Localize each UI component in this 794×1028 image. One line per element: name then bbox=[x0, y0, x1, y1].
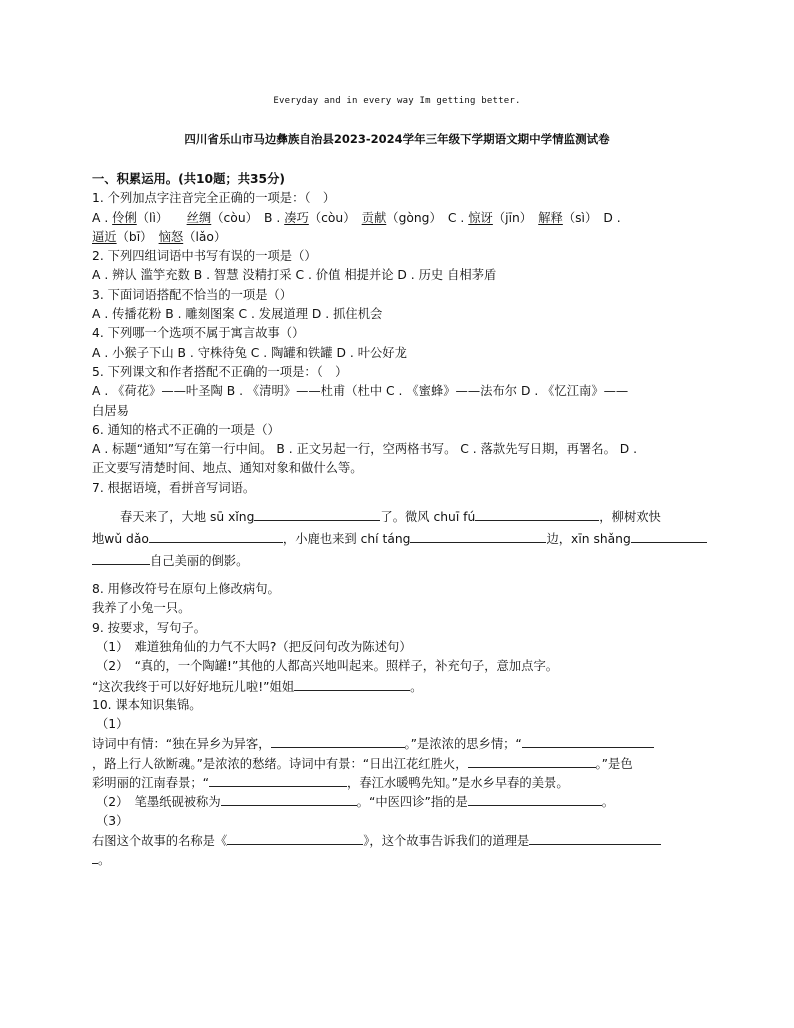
q10-item1-label: （1） bbox=[96, 717, 129, 732]
q4-stem: 4. 下列哪一个选项不属于寓言故事（） bbox=[92, 326, 305, 341]
q7-text: 自己美丽的倒影。 bbox=[150, 554, 249, 569]
answer-blank[interactable] bbox=[149, 529, 283, 543]
q10-text: 彩明丽的江南春景；“ bbox=[92, 776, 210, 791]
q9-stem: 9. 按要求，写句子。 bbox=[92, 620, 207, 635]
q5-options-cont: 白居易 bbox=[92, 403, 129, 418]
q5-options: A . 《荷花》——叶圣陶 B . 《清明》——杜甫（杜中 C . 《蜜蜂》——法布尔 D . 《忆江南》—— bbox=[92, 384, 629, 399]
q7-text: 边，xīn shǎng bbox=[546, 532, 631, 547]
q3-options: A . 传播花粉 B . 雕刻图案 C . 发展道理 D . 抓住机会 bbox=[92, 307, 383, 322]
q1-label-a: A . bbox=[92, 210, 113, 225]
q1-word: 逼近 bbox=[92, 229, 117, 244]
q10-line3 bbox=[92, 773, 702, 792]
q7-text: 地wǔ dǎo bbox=[92, 532, 149, 547]
answer-blank[interactable] bbox=[209, 773, 347, 787]
q7-stem: 7. 根据语境，看拼音写词语。 bbox=[92, 480, 256, 495]
q1-pinyin: （bī） bbox=[116, 229, 159, 244]
q10-text: 。 bbox=[98, 853, 111, 868]
q10-line5 bbox=[92, 831, 702, 850]
q1-word: 贡献 bbox=[361, 210, 387, 225]
answer-blank[interactable] bbox=[468, 754, 596, 768]
motto: Everyday and in every way Im getting better. bbox=[273, 96, 521, 106]
q7-text: 春天来了，大地 sū xǐng bbox=[120, 510, 255, 525]
answer-blank[interactable] bbox=[221, 792, 357, 806]
q7-text: 了。微风 chuī fú bbox=[380, 510, 476, 525]
answer-blank[interactable] bbox=[631, 529, 707, 543]
q7-text: ，柳树欢快 bbox=[599, 510, 661, 525]
page-title: 四川省乐山市马边彝族自治县2023-2024学年三年级下学期语文期中学情监测试卷 bbox=[184, 132, 610, 146]
q7-passage-line3 bbox=[92, 550, 702, 572]
q10-stem: 10. 课本知识集锦。 bbox=[92, 697, 202, 712]
q1-pinyin: （còu） bbox=[308, 210, 362, 225]
q8-stem: 8. 用修改符号在原句上修改病句。 bbox=[92, 582, 280, 597]
q1-stem: 1. 个列加点字注音完全正确的一项是：（ ） bbox=[92, 191, 336, 206]
q3-stem: 3. 下面词语搭配不恰当的一项是（） bbox=[92, 287, 293, 302]
q4-options: A . 小猴子下山 B . 守株待兔 C . 陶罐和铁罐 D . 叶公好龙 bbox=[92, 345, 407, 360]
answer-blank[interactable] bbox=[254, 507, 380, 521]
answer-blank[interactable] bbox=[468, 792, 602, 806]
q10-line4 bbox=[92, 792, 702, 811]
q10-line1 bbox=[92, 734, 702, 753]
answer-blank[interactable] bbox=[294, 677, 410, 691]
q1-word: 丝绸 bbox=[186, 210, 212, 225]
answer-blank[interactable] bbox=[475, 507, 599, 521]
q8-sentence: 我养了小兔一只。 bbox=[92, 601, 191, 616]
answer-blank[interactable] bbox=[92, 551, 150, 565]
answer-blank[interactable] bbox=[529, 831, 661, 845]
q1-word: 凑巧 bbox=[284, 210, 309, 225]
q10-line2 bbox=[92, 754, 702, 773]
q10-text: ，春江水暖鸭先知。”是水乡早春的美景。 bbox=[347, 776, 569, 791]
q9-item1: （1） 难道独角仙的力气不大吗?（把反问句改为陈述句） bbox=[96, 639, 412, 654]
q1-pinyin: （sì） D . bbox=[562, 210, 621, 225]
q1-pinyin: （còu） B . bbox=[211, 210, 285, 225]
answer-blank[interactable] bbox=[522, 734, 654, 748]
q10-text: 。”是浓浓的思乡情；“ bbox=[404, 737, 522, 752]
q1-pinyin: （jīn） bbox=[492, 210, 539, 225]
q10-text: 。“中医四诊”指的是 bbox=[356, 795, 468, 810]
q9-item2: （2） “真的，一个陶罐!”其他的人都高兴地叫起来。照样子，补充句子，意加点字。 bbox=[96, 659, 559, 674]
q1-word: 伶俐 bbox=[112, 210, 137, 225]
q1-word: 恼怒 bbox=[158, 229, 184, 244]
q2-stem: 2. 下列四组词语中书写有误的一项是（） bbox=[92, 249, 317, 264]
exam-body bbox=[92, 170, 702, 870]
q10-text: 右图这个故事的名称是《 bbox=[92, 833, 228, 848]
q5-stem: 5. 下列课文和作者搭配不正确的一项是：（ ） bbox=[92, 364, 348, 379]
q10-text: 》，这个故事告诉我们的道理是 bbox=[363, 833, 530, 848]
q9-text: 。 bbox=[410, 679, 423, 694]
q6-stem: 6. 通知的格式不正确的一项是（） bbox=[92, 422, 280, 437]
q6-options-cont: 正文要写清楚时间、地点、通知对象和做什么等。 bbox=[92, 461, 363, 476]
q1-pinyin: （lì） bbox=[136, 210, 187, 225]
q10-text: 诗词中有情：“独在异乡为异客， bbox=[92, 737, 271, 752]
q10-line6 bbox=[92, 850, 702, 869]
q1-word: 解释 bbox=[538, 210, 563, 225]
q7-passage-line1 bbox=[92, 506, 702, 528]
q1-pinyin: （lǎo） bbox=[183, 229, 227, 244]
q1-options-line2 bbox=[92, 228, 702, 247]
q1-pinyin: （gòng） C . bbox=[386, 210, 469, 225]
q10-item3-label: （3） bbox=[96, 813, 129, 828]
q10-text: 。”是色 bbox=[595, 756, 633, 771]
q10-text: ，路上行人欲断魂。”是浓浓的愁绪。诗词中有景：“日出江花红胜火， bbox=[92, 756, 468, 771]
q1-options-line1 bbox=[92, 209, 702, 228]
q7-text: ，小鹿也来到 chí táng bbox=[282, 532, 411, 547]
q10-text: 。 bbox=[601, 795, 615, 810]
section-heading: 一、积累运用。(共10题；共35分) bbox=[92, 172, 286, 186]
q2-options: A . 辨认 滥竽充数 B . 智慧 没精打采 C . 价值 相提并论 D . 历史 自相茅盾 bbox=[92, 268, 497, 283]
q9-item2-answer bbox=[92, 677, 702, 696]
answer-blank[interactable] bbox=[227, 831, 363, 845]
q10-text: （2） 笔墨纸砚被称为 bbox=[96, 795, 221, 810]
answer-blank[interactable] bbox=[410, 529, 546, 543]
answer-blank[interactable] bbox=[271, 734, 405, 748]
q1-word: 惊讶 bbox=[468, 210, 493, 225]
q9-text: “这次我终于可以好好地玩儿啦!”姐姐 bbox=[92, 679, 295, 694]
q6-options: A . 标题“通知”写在第一行中间。 B . 正文另起一行，空两格书写。 C . 落款先写日期，再署名。 D . bbox=[92, 442, 638, 457]
q7-passage-line2 bbox=[92, 528, 702, 550]
